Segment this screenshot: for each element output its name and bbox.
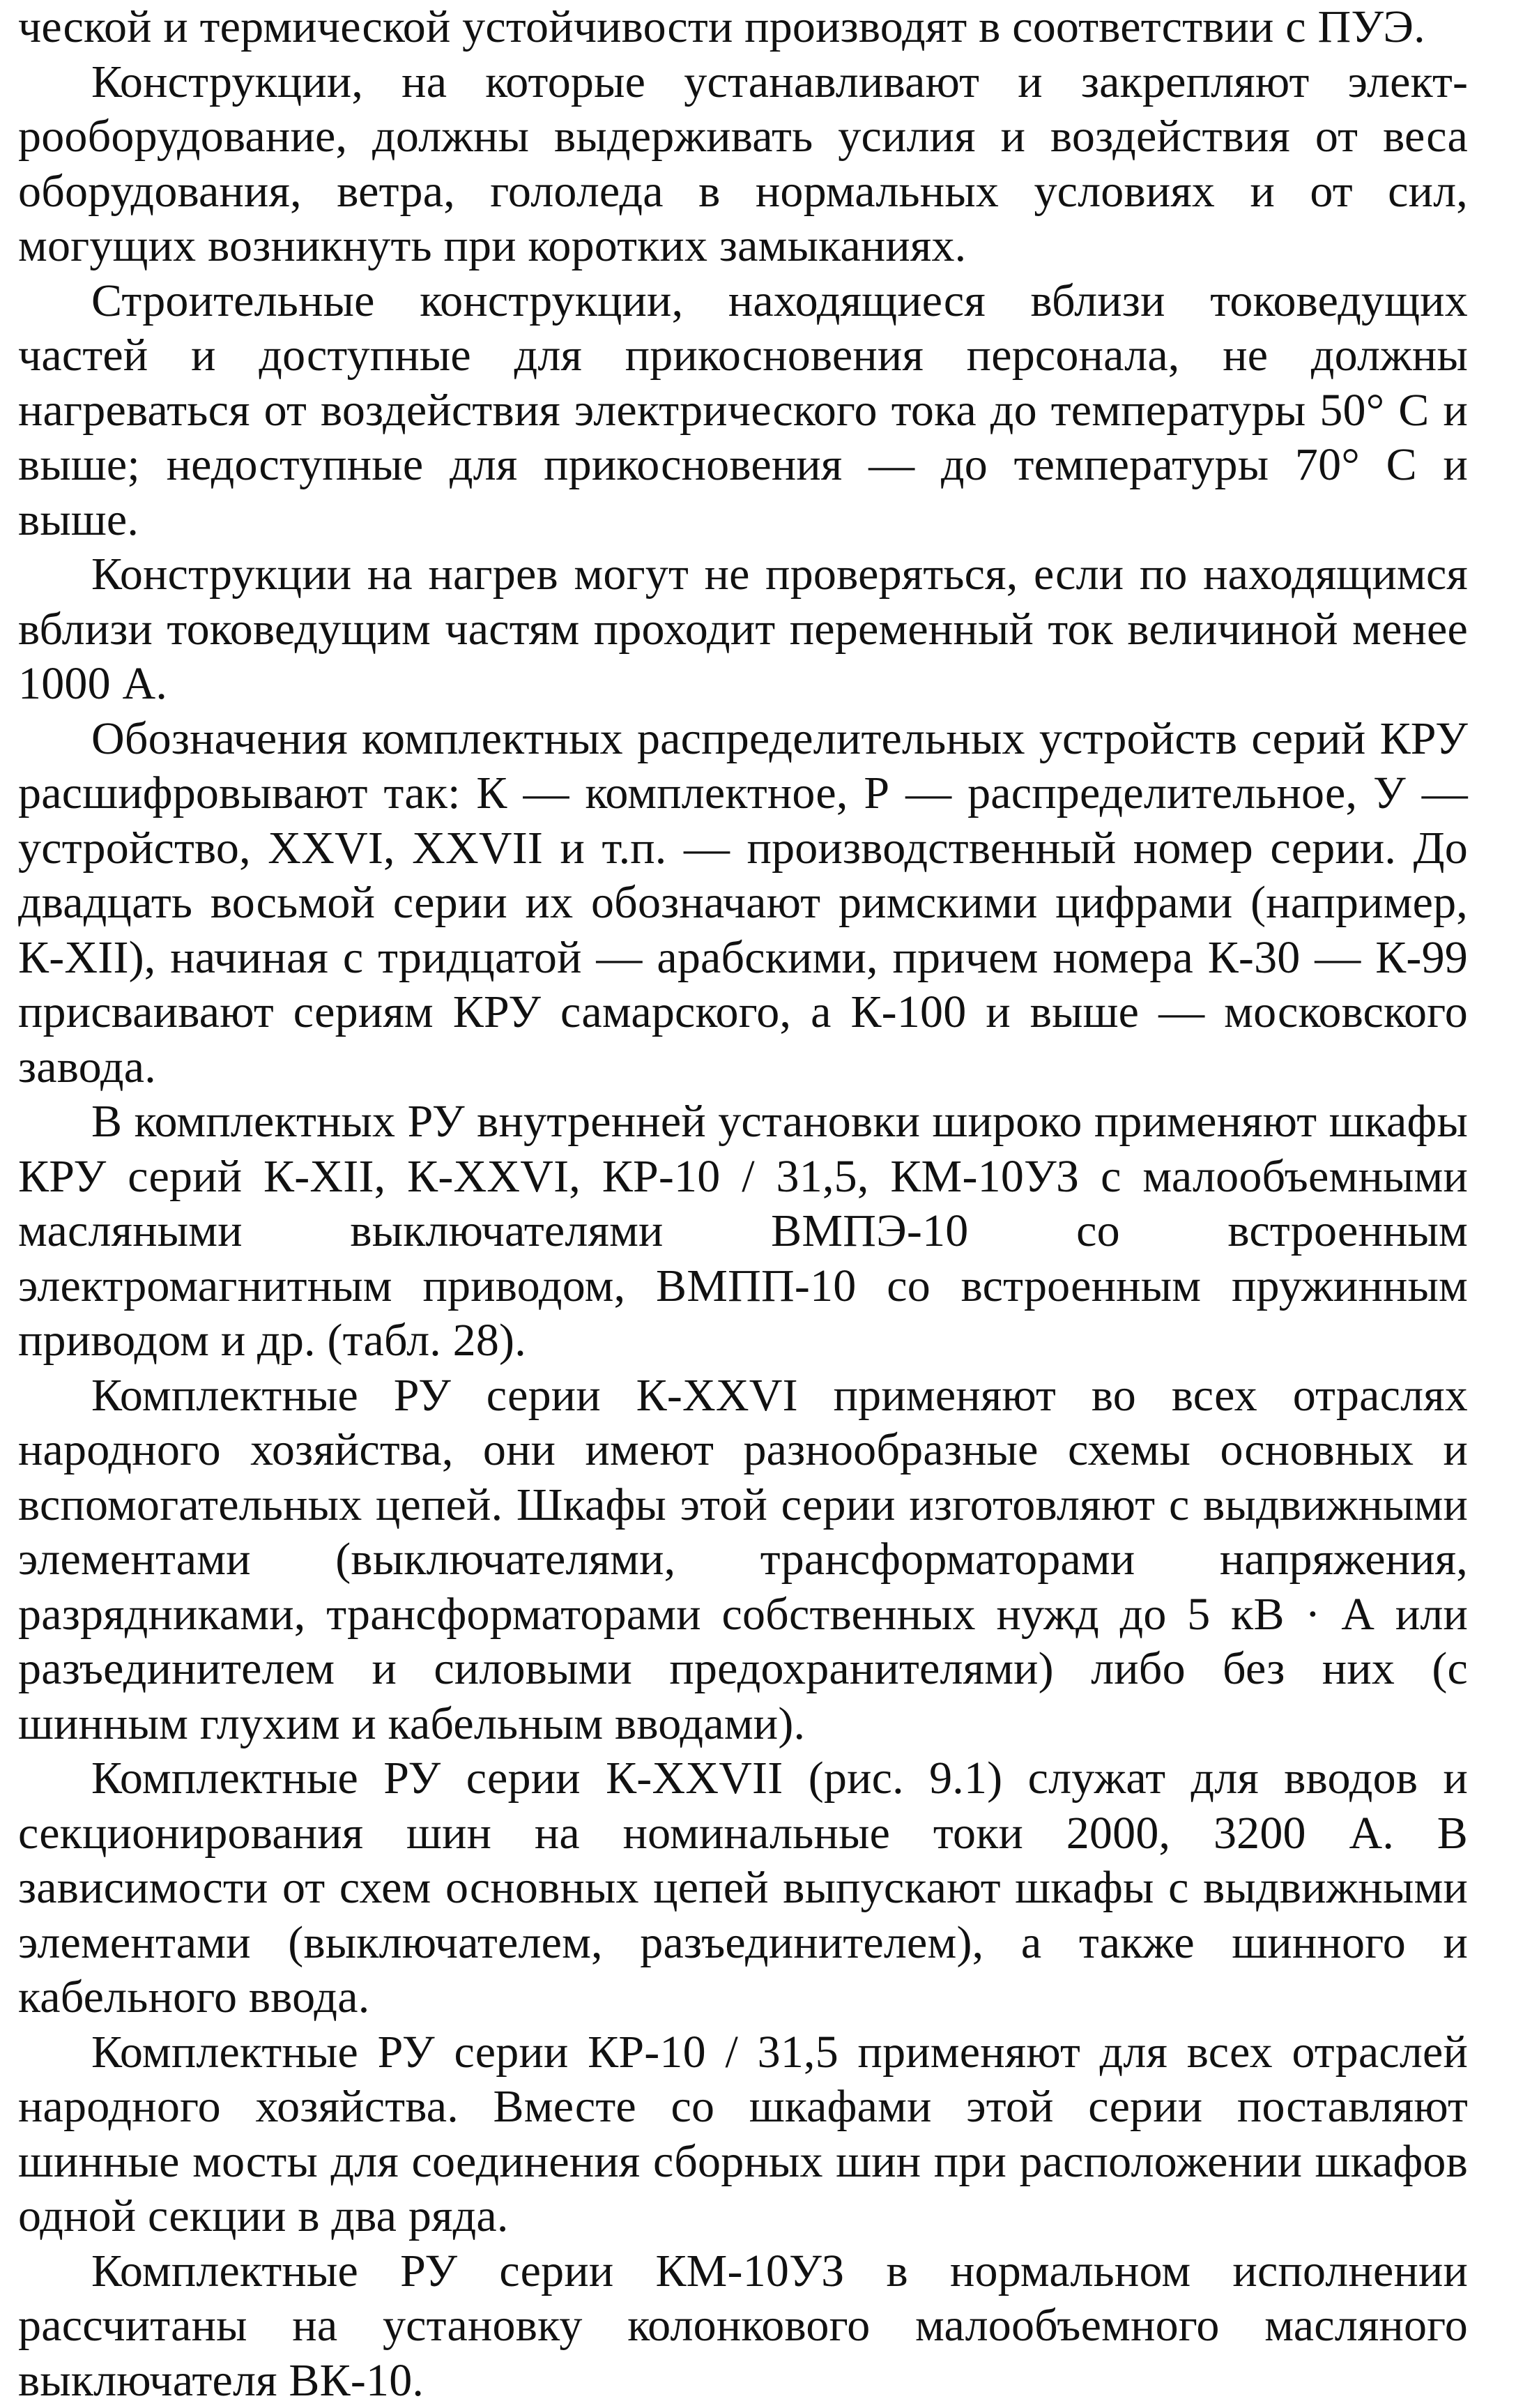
paragraph-9: Комплектные РУ серии КР-10 / 31,5 применяют для всех отраслей народного хозяйства. Вместе со шкафами этой серии поставляют шинные мосты для соединения сборных шин при расположении шкафов одной секции в два ряда.: [18, 2025, 1468, 2244]
paragraph-4: Конструкции на нагрев могут не проверяться, если по находящимся вблизи токоведущим частям проходит переменный ток величиной менее 1000 А.: [18, 547, 1468, 712]
paragraph-3: Строительные конструкции, находящиеся вблизи токоведущих частей и доступные для прикосновения персонала, не должны нагреваться от воздействия электрического тока до температуры 50° С и выше; недоступные для прикосновения — до температуры 70° С и выше.: [18, 274, 1468, 548]
paragraph-2: Конструкции, на которые устанавливают и закрепляют электрооборудование, должны выдерживать усилия и воздействия от веса оборудования, ветра, гололеда в нормальных условиях и от сил, могущих возникнуть при коротких замыканиях.: [18, 55, 1468, 274]
paragraph-1: ческой и термической устойчивости производят в соответствии с ПУЭ.: [18, 0, 1468, 55]
paragraph-10: Комплектные РУ серии КМ-10УЗ в нормальном исполнении рассчитаны на установку колонкового малообъемного масляного выключателя ВК-10.: [18, 2244, 1468, 2408]
document-page: [18, 0, 1468, 2279]
paragraph-8: Комплектные РУ серии К-XXVII (рис. 9.1) служат для вводов и секционирования шин на номинальные токи 2000, 3200 А. В зависимости от схем основных цепей выпускают шкафы с выдвижными элементами (выключателем, разъединителем), а также шинного и кабельного ввода.: [18, 1751, 1468, 2025]
paragraph-6: В комплектных РУ внутренней установки широко применяют шкафы КРУ серий К-XII, К-XXVI, КР-10 / 31,5, КМ-10УЗ с малообъемными масляными выключателями ВМПЭ-10 со встроенным электромагнитным приводом, ВМПП-10 со встроенным пружинным приводом и др. (табл. 28).: [18, 1095, 1468, 1369]
paragraph-7: Комплектные РУ серии К-XXVI применяют во всех отраслях народного хозяйства, они имеют разнообразные схемы основных и вспомогательных цепей. Шкафы этой серии изготовляют с выдвижными элементами (выключателями, трансформаторами напряжения, разрядниками, трансформаторами собственных нужд до 5 кВ · А или разъединителем и силовыми предохранителями) либо без них (с шинным глухим и кабельным вводами).: [18, 1369, 1468, 1752]
paragraph-5: Обозначения комплектных распределительных устройств серий КРУ расшифровывают так: К — комплектное, Р — распределительное, У — устройство, XXVI, XXVII и т.п. — производственный номер серии. До двадцать восьмой серии их обозначают римскими цифрами (например, К-XII), начиная с тридцатой — арабскими, причем номера К-30 — К-99 присваивают сериям КРУ самарского, а К-100 и выше — московского завода.: [18, 712, 1468, 1095]
